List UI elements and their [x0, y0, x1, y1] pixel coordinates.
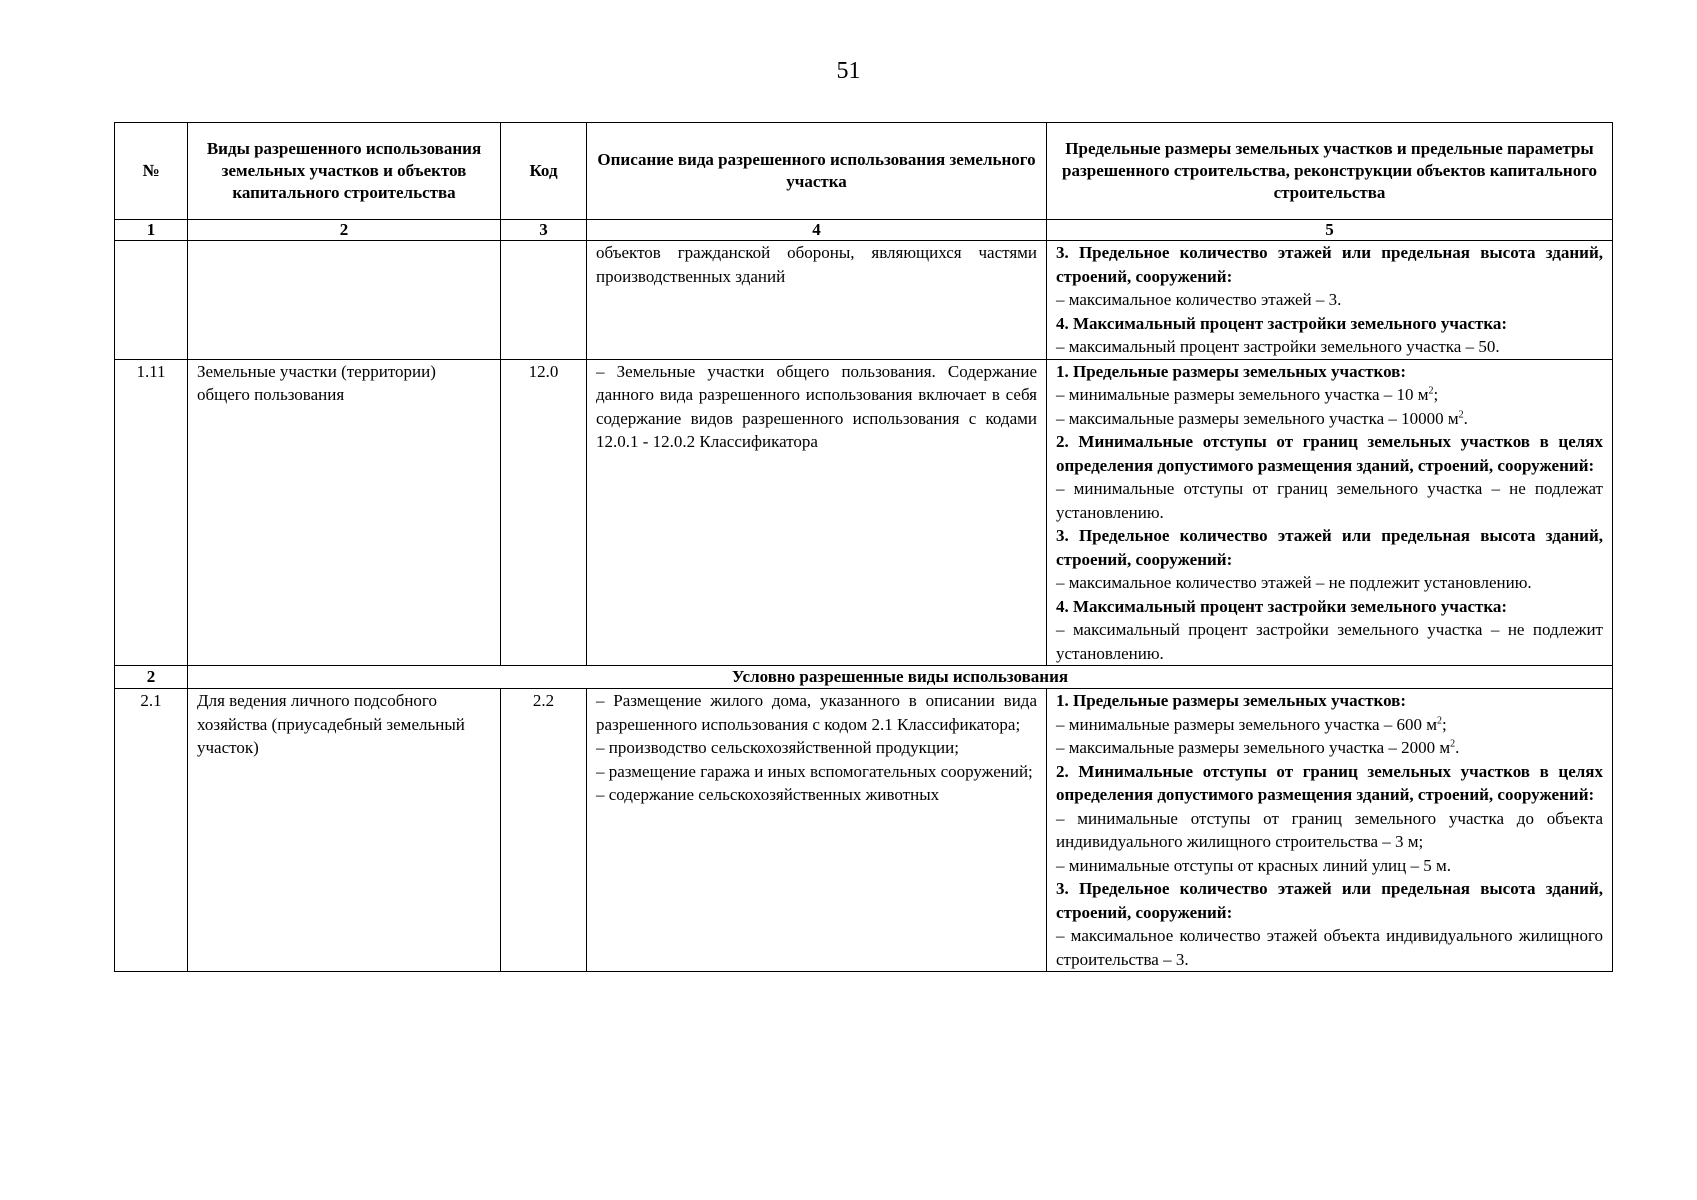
row-limits [1047, 359, 1613, 666]
column-number: 4 [587, 220, 1047, 241]
row-kind: Для ведения личного подсобного хозяйства (приусадебный земельный участок) [188, 689, 501, 972]
limit-heading: 1. Предельные размеры земельных участков: [1056, 361, 1407, 381]
column-number: 2 [188, 220, 501, 241]
limit-item: – минимальные отступы от красных линий улиц – 5 м. [1056, 855, 1452, 875]
zoning-table [114, 122, 1613, 972]
description-item: – размещение гаража и иных вспомогательных сооружений; [596, 761, 1033, 781]
row-description: – Земельные участки общего пользования. Содержание данного вида разрешенного использования включает в себя содержание видов разрешенного использования с кодами 12.0.1 - 12.0.2 Классификатора [587, 359, 1047, 666]
row-number: 1.11 [115, 359, 188, 666]
section-title: Условно разрешенные виды использования [188, 666, 1613, 689]
limit-item: – максимальные размеры земельного участка – 2000 $м^2$. [1056, 738, 1460, 757]
limit-item: – максимальный процент застройки земельного участка – 50. [1056, 337, 1500, 356]
limit-heading: 3. Предельное количество этажей или предельная высота зданий, строений, сооружений: [1056, 879, 1603, 922]
table-row-continued [115, 241, 1613, 360]
limit-item: – максимальное количество этажей – не подлежит установлению. [1056, 573, 1532, 592]
limit-heading: 4. Максимальный процент застройки земельного участка: [1056, 313, 1508, 333]
table-header-row [115, 123, 1613, 220]
column-number: 1 [115, 220, 188, 241]
header-kind: Виды разрешенного использования земельных участков и объектов капитального строительства [188, 123, 501, 220]
limit-item: – минимальные отступы от границ земельного участка до объекта индивидуального жилищного строительства – 3 м; [1056, 808, 1603, 851]
limit-item: – максимальный процент застройки земельного участка – не подлежит установлению. [1056, 620, 1603, 663]
limit-item: – максимальное количество этажей объекта индивидуального жилищного строительства – 3. [1056, 926, 1603, 969]
column-number: 3 [501, 220, 587, 241]
table-row-2-1 [115, 689, 1613, 972]
table-row-1-11 [115, 359, 1613, 666]
limit-heading: 1. Предельные размеры земельных участков: [1056, 691, 1407, 710]
description-item: – Размещение жилого дома, указанного в описании вида разрешенного использования с кодом 2.1 Классификатора; [596, 691, 1037, 734]
limit-heading: 3. Предельное количество этажей или предельная высота зданий, строений, сооружений: [1056, 526, 1603, 569]
limit-item: – минимальные отступы от границ земельного участка – не подлежат установлению. [1056, 479, 1603, 522]
row-number: 2.1 [115, 689, 188, 972]
row-kind: Земельные участки (территории) общего пользования [188, 359, 501, 666]
row-code: 12.0 [501, 359, 587, 666]
row-limits [1047, 241, 1613, 360]
row-description [587, 689, 1047, 972]
header-num: № [115, 123, 188, 220]
limit-item: – максимальное количество этажей – 3. [1056, 290, 1342, 309]
section-number: 2 [115, 666, 188, 689]
limit-item: – минимальные размеры земельного участка – 10 $м^2$; [1056, 385, 1439, 404]
description-item: – содержание сельскохозяйственных животных [596, 785, 940, 804]
description-item: – производство сельскохозяйственной продукции; [596, 738, 959, 757]
column-number: 5 [1047, 220, 1613, 241]
limit-item: – минимальные размеры земельного участка – 600 $м^2$; [1056, 714, 1447, 734]
header-description: Описание вида разрешенного использования земельного участка [587, 123, 1047, 220]
limit-heading: 4. Максимальный процент застройки земельного участка: [1056, 596, 1508, 616]
section-row [115, 666, 1613, 689]
row-limits [1047, 689, 1613, 972]
page-number: 51 [836, 58, 861, 84]
header-code: Код [501, 123, 587, 220]
row-description: объектов гражданской обороны, являющихся частями производственных зданий [587, 241, 1047, 360]
header-limits: Предельные размеры земельных участков и предельные параметры разрешенного строительства, реконструкции объектов капитального строительства [1047, 123, 1613, 220]
limit-heading: 3. Предельное количество этажей или предельная высота зданий, строений, сооружений: [1056, 243, 1603, 286]
limit-heading: 2. Минимальные отступы от границ земельных участков в целях определения допустимого размещения зданий, строений, сооружений: [1056, 761, 1603, 804]
limit-item: – максимальные размеры земельного участка – 10000 $м^2$. [1056, 408, 1468, 428]
limit-heading: 2. Минимальные отступы от границ земельных участков в целях определения допустимого размещения зданий, строений, сооружений: [1056, 432, 1603, 475]
column-number-row [115, 220, 1613, 241]
row-code: 2.2 [501, 689, 587, 972]
